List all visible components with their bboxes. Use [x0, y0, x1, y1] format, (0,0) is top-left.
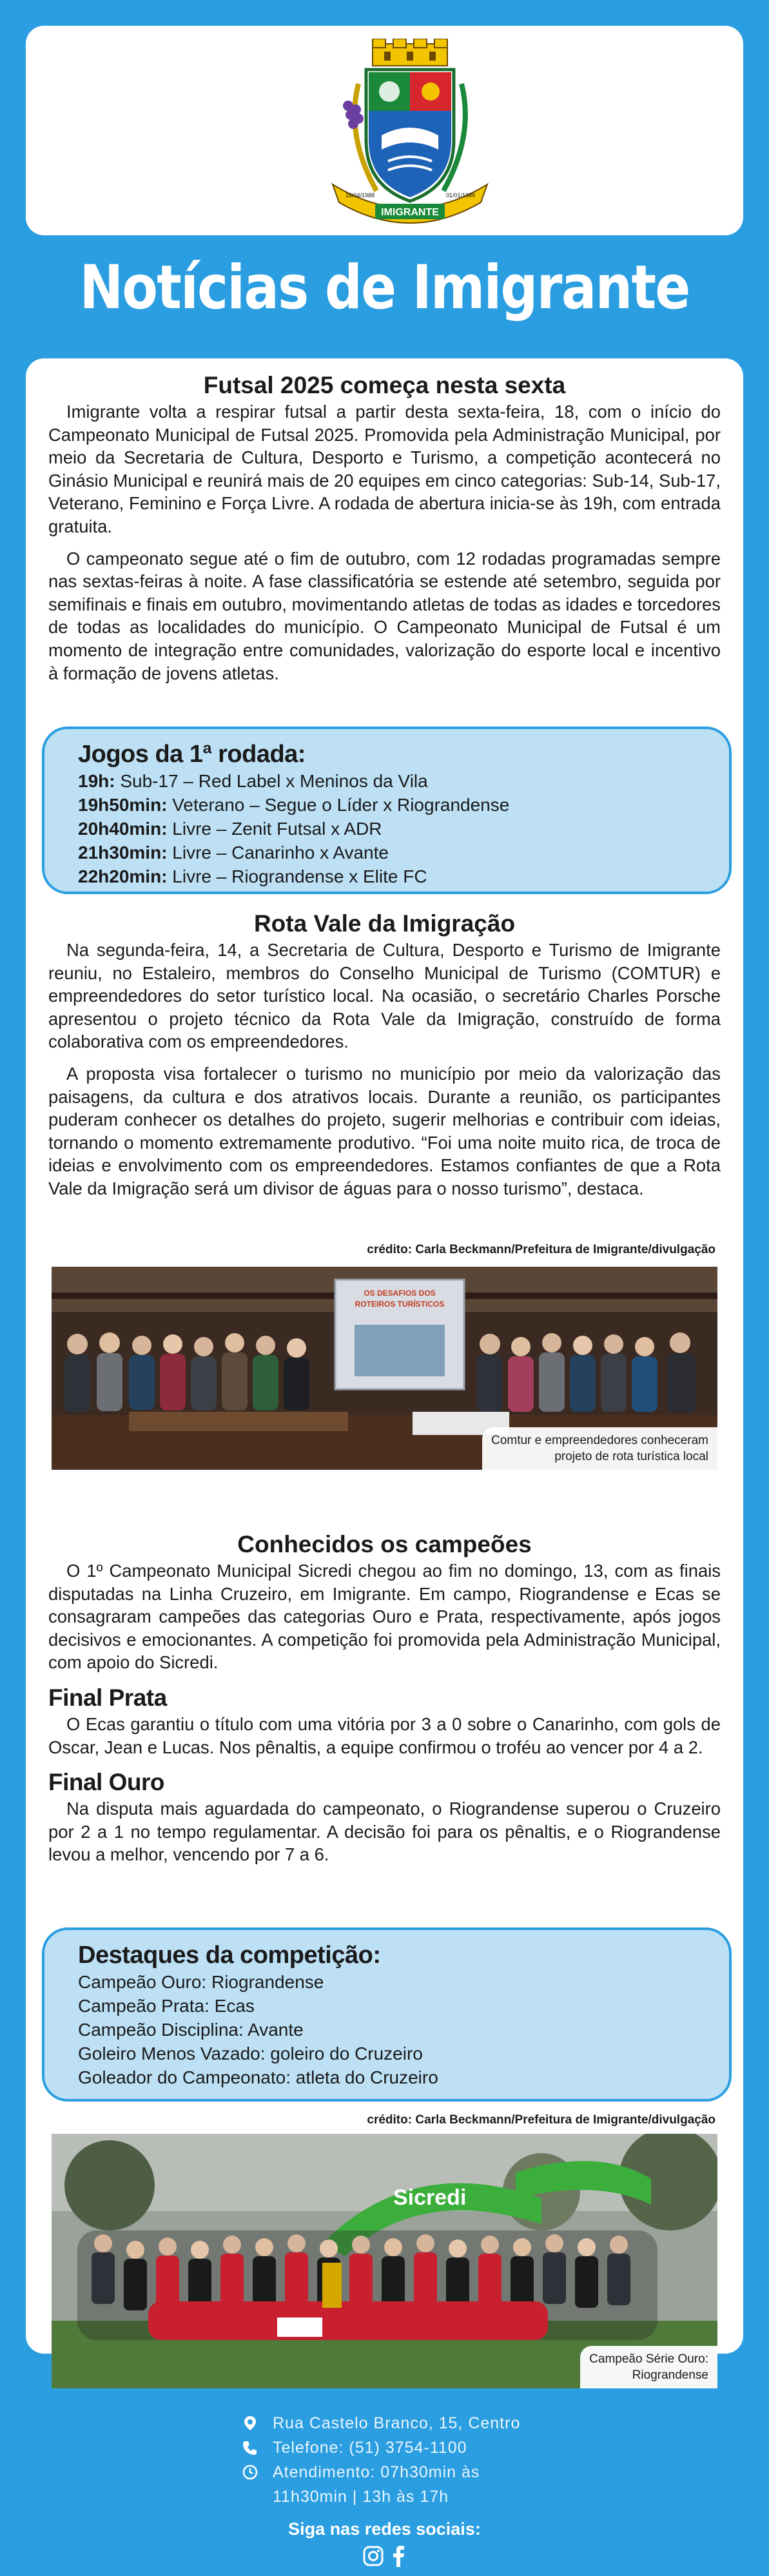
- box-line: [78, 864, 696, 888]
- banner-text: Sicredi: [393, 2185, 467, 2210]
- game-text: Livre – Riograndense x Elite FC: [167, 866, 427, 886]
- caption-line: Riograndense: [632, 2368, 708, 2382]
- box-line: Campeão Prata: Ecas: [78, 1996, 255, 2016]
- box-line: Campeão Disciplina: Avante: [78, 2020, 304, 2040]
- game-text: Sub-17 – Red Label x Meninos da Vila: [115, 771, 428, 791]
- box-title: Destaques da competição:: [78, 1942, 381, 1969]
- coat-of-arms-logo: [326, 39, 494, 226]
- box-line: Goleador do Campeonato: atleta do Cruzeiro: [78, 2067, 438, 2087]
- article-paragraph: A proposta visa fortalecer o turismo no município por meio da valorização das paisagens, da cultura e dos atrativos locais. Durante a reunião, os participantes puderam conhecer os detalhes do projeto, sugerir melhorias e contribuir com ideias, tornando o momento extremamente produtivo. “Foi uma noite muito rica, de troca de ideias e envolvimento com os empreendedores. Estamos confiantes de que a Rota Vale da Imigração será um divisor de águas para o nosso turismo”, destaca.: [48, 1063, 721, 1198]
- box-line: [78, 817, 696, 841]
- article-title: Rota Vale da Imigração: [253, 910, 516, 937]
- instagram-icon[interactable]: [362, 2545, 384, 2567]
- article-campeoes: [48, 1530, 721, 1875]
- jogos-box: [42, 727, 732, 894]
- game-text: Livre – Zenit Futsal x ADR: [167, 819, 382, 839]
- article-paragraph: O campeonato segue até o fim de outubro, com 12 rodadas programadas sempre nas sextas-feiras à noite. A fase classificatória se estende até setembro, seguida por semifinais e finais em outubro, movimentando atletas de todas as idades e torcedores de todas as localidades do município. O Campeonato Municipal de Futsal é um momento de integração entre comunidades, valorização do esporte local e incentivo à formação de jovens atletas.: [48, 548, 721, 683]
- emblem-name: IMIGRANTE: [381, 207, 439, 218]
- game-time: 19h50min:: [78, 795, 168, 815]
- photo-caption: [482, 1427, 717, 1470]
- emblem-date-left: 16/04/1988: [346, 192, 375, 199]
- article-paragraph: O Ecas garantiu o título com uma vitória por 3 a 0 sobre o Canarinho, com gols de Oscar, Jean e Lucas. Nos pênaltis, a equipe confirmou o troféu ao vencer por 4 a 2.: [48, 1713, 721, 1757]
- article-futsal: [48, 371, 721, 694]
- destaques-box: [42, 1927, 732, 2102]
- photo-champions: [52, 2134, 717, 2388]
- screen-text: ROTEIROS TURÍSTICOS: [355, 1300, 445, 1309]
- social-label: Siga nas redes sociais:: [288, 2519, 481, 2539]
- game-time: 21h30min:: [78, 843, 168, 863]
- game-time: 20h40min:: [78, 819, 168, 839]
- caption-line: projeto de rota turística local: [554, 1450, 708, 1463]
- phone-text: Telefone: (51) 3754-1100: [273, 2439, 467, 2457]
- phone-icon: [242, 2439, 258, 2456]
- box-title: Jogos da 1ª rodada:: [78, 741, 306, 768]
- caption-line: Campeão Série Ouro:: [589, 2352, 708, 2366]
- article-title: Conhecidos os campeões: [237, 1531, 532, 1557]
- article-title: Futsal 2025 começa nesta sexta: [203, 372, 566, 398]
- header-card: [26, 26, 743, 235]
- article-rota: [48, 909, 721, 1209]
- social-icons: [362, 2545, 414, 2568]
- section-subtitle: Final Ouro: [48, 1769, 164, 1796]
- clock-icon: [242, 2464, 258, 2481]
- game-text: Livre – Canarinho x Avante: [167, 843, 389, 863]
- hours-text: 11h30min | 13h às 17h: [273, 2488, 449, 2506]
- game-time: 19h:: [78, 771, 115, 791]
- crown-icon: [373, 39, 447, 66]
- article-paragraph: Imigrante volta a respirar futsal a partir desta sexta-feira, 18, com o início do Campeonato Municipal de Futsal 2025. Promovida pela Administração Municipal, por meio da Secretaria de Cultura, Desporto e Turismo, a competição acontecerá no Ginásio Municipal e reunirá mais de 20 equipes em cinco categorias: Sub-14, Sub-17, Veterano, Feminino e Força Livre. A rodada de abertura inicia-se às 19h, com entrada gratuita.: [48, 402, 721, 536]
- box-line: Goleiro Menos Vazado: goleiro do Cruzeiro: [78, 2044, 423, 2064]
- article-paragraph: Na segunda-feira, 14, a Secretaria de Cultura, Desporto e Turismo de Imigrante reuniu, no Estaleiro, membros do Conselho Municipal de Turismo (COMTUR) e empreendedores do setor turístico local. Na ocasião, o secretário Charles Porsche apresentou o projeto técnico da Rota Vale da Imigração, construído de forma colaborativa com os empreendedores.: [48, 940, 721, 1052]
- hours-text: Atendimento: 07h30min às: [273, 2463, 480, 2481]
- game-time: 22h20min:: [78, 866, 168, 886]
- page-title: Notícias de Imigrante: [79, 253, 690, 323]
- emblem-date-right: 01/01/1989: [446, 192, 476, 199]
- screen-text: OS DESAFIOS DOS: [364, 1289, 436, 1298]
- box-line: [78, 793, 696, 817]
- facebook-icon[interactable]: [391, 2545, 406, 2567]
- box-line: Campeão Ouro: Riograndense: [78, 1972, 324, 1992]
- box-line: [78, 769, 696, 793]
- address-text: Rua Castelo Branco, 15, Centro: [273, 2414, 521, 2432]
- article-paragraph: Na disputa mais aguardada do campeonato, o Riograndense superou o Cruzeiro por 2 a 1 no tempo regulamentar. A decisão foi para os pênaltis, e o Riograndense levou a melhor, vencendo por 7 a 6.: [48, 1799, 721, 1865]
- box-line: [78, 841, 696, 864]
- photo-credit: crédito: Carla Beckmann/Prefeitura de Imigrante/divulgação: [367, 2113, 715, 2127]
- caption-line: Comtur e empreendedores conheceram: [491, 1434, 708, 1447]
- section-subtitle: Final Prata: [48, 1684, 167, 1711]
- photo-caption: [580, 2346, 717, 2388]
- photo-credit: crédito: Carla Beckmann/Prefeitura de Imigrante/divulgação: [367, 1243, 715, 1256]
- article-paragraph: O 1º Campeonato Municipal Sicredi chegou ao fim no domingo, 13, com as finais disputadas na Linha Cruzeiro, em Imigrante. Em campo, Riograndense e Ecas se consagraram campeões das categorias Ouro e Prata, respectivamente, após jogos decisivos e emocionantes. A competição foi promovida pela Administração Municipal, com apoio do Sicredi.: [48, 1561, 721, 1673]
- photo-meeting: [52, 1267, 717, 1470]
- location-pin-icon: [242, 2415, 258, 2432]
- game-text: Veterano – Segue o Líder x Riograndense: [167, 795, 510, 815]
